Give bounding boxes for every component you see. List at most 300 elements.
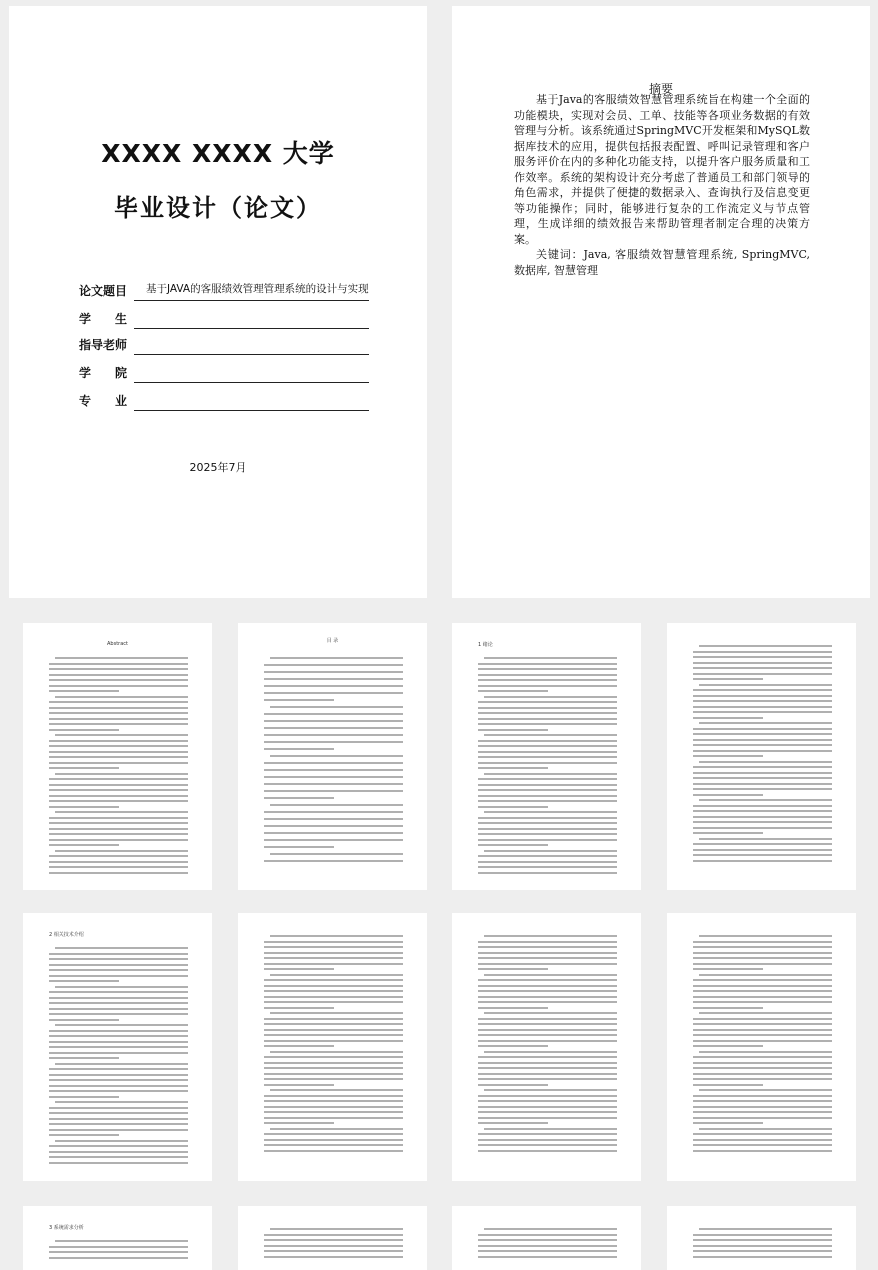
thumbnail-text-line (49, 751, 188, 753)
thumbnail-text-line (693, 1018, 832, 1020)
thumbnail-text-line (484, 696, 617, 698)
thumbnail-text-line (49, 1013, 188, 1015)
thumbnail-text-line (693, 946, 832, 948)
thumbnail-text-line (478, 1122, 548, 1124)
thumbnail-text-line (478, 952, 617, 954)
page-thumbnail (23, 913, 212, 1181)
thumbnail-text-line (478, 1034, 617, 1036)
thumbnail-text-line (478, 1144, 617, 1146)
thumbnail-text-line (49, 718, 188, 720)
thumbnail-text-line (270, 706, 403, 708)
thumbnail-text-line (49, 953, 188, 955)
thumbnail-text-line (699, 799, 832, 801)
thumbnail-text-line (49, 767, 119, 769)
thumbnail-text-line (484, 1228, 617, 1230)
abstract-body (514, 92, 810, 278)
thumbnail-text-line (693, 952, 832, 954)
thumbnail-text-line (270, 1128, 403, 1130)
field-college (79, 362, 369, 386)
thumbnail-text-line (693, 1095, 832, 1097)
thumbnail-text-line (49, 872, 188, 874)
thumbnail-text-line (478, 1106, 617, 1108)
thumbnail-text-line (693, 843, 832, 845)
thumbnail-text-line (693, 1144, 832, 1146)
thumbnail-text-line (693, 711, 832, 713)
thumbnail-text-line (55, 947, 188, 949)
thumbnail-text-line (699, 761, 832, 763)
thumbnail-text-line (264, 1078, 403, 1080)
thumbnail-text-line (49, 1129, 188, 1131)
thumbnail-text-line (478, 1001, 617, 1003)
thumbnail-text-line (264, 1034, 403, 1036)
thumbnail-text-line (49, 828, 188, 830)
field-value: 基于JAVA的客服绩效管理管理系统的设计与实现 (134, 280, 369, 301)
thumbnail-text-line (478, 718, 617, 720)
thumbnail-text-line (478, 872, 617, 874)
thumbnail-text-line (264, 1150, 403, 1152)
thumbnail-text-line (264, 985, 403, 987)
thumbnail-text-line (264, 811, 403, 813)
thumbnail-text-line (693, 816, 832, 818)
thumbnail-text-line (478, 789, 617, 791)
cover-date: 2025年7月 (189, 461, 247, 474)
thumbnail-text-line (484, 974, 617, 976)
thumbnail-text-line (264, 990, 403, 992)
thumbnail-text-line (49, 685, 188, 687)
thumbnail-text-line (693, 1040, 832, 1042)
thumbnail-text-line (478, 707, 617, 709)
thumbnail-text-line (693, 979, 832, 981)
thumbnail-text-line (478, 990, 617, 992)
thumbnail-text-line (693, 1133, 832, 1135)
page-thumbnail (238, 913, 427, 1181)
thumbnail-text-line (270, 1089, 403, 1091)
thumbnail-text-line (264, 1062, 403, 1064)
thumbnail-text-line (55, 1140, 188, 1142)
thumbnail-text-line (264, 957, 403, 959)
thumbnail-text-line (264, 1073, 403, 1075)
thumbnail-text-line (264, 699, 334, 701)
thumbnail-text-line (264, 1056, 403, 1058)
thumbnail-text-line (693, 1234, 832, 1236)
thumbnail-text-line (264, 1250, 403, 1252)
field-value (134, 390, 369, 411)
thumbnail-text-line (693, 717, 763, 719)
thumbnail-text-line (49, 861, 188, 863)
thumbnail-text-line (693, 821, 832, 823)
thumbnail-text-line (264, 692, 403, 694)
abstract-page (452, 6, 870, 598)
thumbnail-text-line (49, 1041, 188, 1043)
thumbnail-text-line (264, 790, 403, 792)
thumbnail-text-line (49, 663, 188, 665)
thumbnail-text-line (693, 662, 832, 664)
thumbnail-text-line (478, 1045, 548, 1047)
field-major (79, 390, 369, 414)
thumbnail-text-line (693, 667, 832, 669)
thumbnail-text-line (49, 707, 188, 709)
thumbnail-text-line (270, 755, 403, 757)
thumbnail-text-line (478, 941, 617, 943)
thumbnail-text-line (693, 728, 832, 730)
thumbnail-text-line (264, 846, 334, 848)
thumbnail-text-line (693, 678, 763, 680)
thumbnail-text-line (693, 673, 832, 675)
thumbnail-text-line (49, 756, 188, 758)
thumbnail-text-line (264, 748, 334, 750)
thumbnail-text-line (49, 1019, 119, 1021)
thumbnail-text-line (478, 740, 617, 742)
thumbnail-text-line (264, 769, 403, 771)
thumbnail-text-line (693, 849, 832, 851)
thumbnail-text-line (484, 734, 617, 736)
thumbnail-text-line (264, 979, 403, 981)
thumbnail-text-line (49, 729, 119, 731)
thumbnail-text-line (478, 668, 617, 670)
thumbnail-text-line (49, 844, 119, 846)
thumbnail-text-line (55, 1240, 188, 1242)
thumbnail-text-line (49, 1134, 119, 1136)
thumbnail-text-line (693, 766, 832, 768)
thumbnail-text-line (693, 750, 832, 752)
thumbnail-text-line (693, 1023, 832, 1025)
thumbnail-text-line (264, 1023, 403, 1025)
thumbnail-text-line (693, 941, 832, 943)
thumbnail-heading: 2 相关技术介绍 (49, 932, 84, 938)
thumbnail-text-line (264, 968, 334, 970)
thumbnail-text-line (693, 772, 832, 774)
thumbnail-text-line (49, 833, 188, 835)
thumbnail-text-line (264, 839, 403, 841)
thumbnail-text-line (693, 810, 832, 812)
thumbnail-text-line (693, 739, 832, 741)
thumbnail-text-line (484, 935, 617, 937)
thumbnail-text-line (693, 1029, 832, 1031)
thumbnail-text-line (49, 1035, 188, 1037)
thumbnail-text-line (484, 1051, 617, 1053)
thumbnail-text-line (484, 1012, 617, 1014)
thumbnail-text-line (49, 1057, 119, 1059)
thumbnail-text-line (478, 745, 617, 747)
thumbnail-text-line (478, 1117, 617, 1119)
thumbnail-text-line (264, 1139, 403, 1141)
thumbnail-text-line (699, 684, 832, 686)
thumbnail-text-line (49, 701, 188, 703)
thumbnail-text-line (699, 1089, 832, 1091)
thumbnail-text-line (478, 701, 617, 703)
thumbnail-text-line (693, 1078, 832, 1080)
field-label: 论文题目 (79, 284, 128, 298)
thumbnail-text-line (49, 712, 188, 714)
abstract-title: 摘要 (648, 82, 673, 96)
thumbnail-text-line (478, 806, 548, 808)
thumbnail-text-line (478, 1007, 548, 1009)
thumbnail-text-line (264, 825, 403, 827)
thumbnail-text-line (478, 979, 617, 981)
thumbnail-text-line (478, 1067, 617, 1069)
thumbnail-text-line (693, 1139, 832, 1141)
thumbnail-text-line (484, 1089, 617, 1091)
thumbnail-text-line (49, 958, 188, 960)
thumbnail-text-line (693, 1122, 763, 1124)
thumbnail-text-line (693, 963, 832, 965)
thumbnail-text-line (478, 1062, 617, 1064)
thumbnail-text-line (49, 1085, 188, 1087)
thumbnail-text-line (49, 778, 188, 780)
thumbnail-text-line (484, 850, 617, 852)
thumbnail-text-line (478, 1234, 617, 1236)
thumbnail-text-line (478, 839, 617, 841)
thumbnail-text-line (55, 811, 188, 813)
thumbnail-text-line (49, 1046, 188, 1048)
field-advisor (79, 334, 369, 358)
thumbnail-text-line (478, 996, 617, 998)
thumbnail-text-line (55, 1063, 188, 1065)
thumbnail-text-line (693, 1001, 832, 1003)
thumbnail-text-line (693, 783, 832, 785)
thumbnail-text-line (478, 1018, 617, 1020)
thumbnail-text-line (49, 784, 188, 786)
thumbnail-text-line (264, 1029, 403, 1031)
thumbnail-text-line (49, 1068, 188, 1070)
page-thumbnail (23, 1206, 212, 1270)
thumbnail-text-line (49, 980, 119, 982)
thumbnail-text-line (693, 854, 832, 856)
thumbnail-text-line (478, 723, 617, 725)
thumbnail-text-line (699, 974, 832, 976)
thumbnail-text-line (693, 990, 832, 992)
thumbnail-text-line (478, 828, 617, 830)
thumbnail-text-line (270, 1228, 403, 1230)
thumbnail-text-line (49, 690, 119, 692)
thumbnail-text-line (478, 957, 617, 959)
field-label: 学 生 (79, 312, 127, 326)
thumbnail-text-line (693, 1150, 832, 1152)
thumbnail-text-line (264, 996, 403, 998)
thumbnail-text-line (264, 678, 403, 680)
page-thumbnail (23, 623, 212, 890)
thumbnail-text-line (478, 866, 617, 868)
thumbnail-heading: 3 系统需求分析 (49, 1225, 84, 1231)
thumbnail-text-line (49, 1251, 188, 1253)
thumbnail-heading: Abstract (107, 641, 128, 647)
thumbnail-text-line (49, 964, 188, 966)
thumbnail-text-line (693, 1111, 832, 1113)
thumbnail-text-line (478, 1150, 617, 1152)
thumbnail-text-line (49, 1118, 188, 1120)
thumbnail-text-line (49, 855, 188, 857)
thumbnail-text-line (478, 1029, 617, 1031)
thumbnail-text-line (478, 756, 617, 758)
thumbnail-text-line (55, 850, 188, 852)
thumbnail-text-line (264, 727, 403, 729)
thumbnail-text-line (264, 1095, 403, 1097)
thumbnail-text-line (49, 723, 188, 725)
field-value (134, 308, 369, 329)
thumbnail-text-line (478, 822, 617, 824)
thumbnail-text-line (264, 664, 403, 666)
thumbnail-text-line (693, 1007, 763, 1009)
thumbnail-text-line (478, 1245, 617, 1247)
thumbnail-text-line (49, 806, 119, 808)
thumbnail-text-line (264, 720, 403, 722)
thumbnail-text-line (49, 839, 188, 841)
thumbnail-text-line (693, 788, 832, 790)
thumbnail-text-line (693, 689, 832, 691)
thumbnail-text-line (693, 695, 832, 697)
thumbnail-text-line (55, 657, 188, 659)
thumbnail-text-line (49, 1030, 188, 1032)
thumbnail-text-line (264, 1045, 334, 1047)
thumbnail-text-line (478, 674, 617, 676)
thumbnail-text-line (55, 1101, 188, 1103)
thumbnail-text-line (478, 712, 617, 714)
thumbnail-text-line (55, 773, 188, 775)
thumbnail-text-line (49, 991, 188, 993)
page-thumbnail (452, 1206, 641, 1270)
thumbnail-text-line (49, 674, 188, 676)
thumbnail-text-line (49, 795, 188, 797)
thumbnail-text-line (699, 838, 832, 840)
thumbnail-text-line (49, 1162, 188, 1164)
thumbnail-text-line (693, 968, 763, 970)
thumbnail-text-line (49, 1074, 188, 1076)
thumbnail-text-line (699, 722, 832, 724)
thumbnail-text-line (478, 1073, 617, 1075)
field-label: 专 业 (79, 394, 127, 408)
thumbnail-text-line (264, 818, 403, 820)
thumbnail-text-line (699, 1128, 832, 1130)
thumbnail-text-line (693, 1062, 832, 1064)
thumbnail-text-line (264, 734, 403, 736)
page-thumbnail (667, 623, 856, 890)
thumbnail-text-line (693, 777, 832, 779)
thumbnail-text-line (264, 1067, 403, 1069)
thumbnail-text-line (478, 1095, 617, 1097)
thumbnail-text-line (693, 651, 832, 653)
thumbnail-text-line (478, 1250, 617, 1252)
cover-page (9, 6, 427, 598)
thumbnail-text-line (264, 1122, 334, 1124)
thumbnail-text-line (478, 1078, 617, 1080)
thumbnail-text-line (49, 1008, 188, 1010)
thumbnail-text-line (693, 1256, 832, 1258)
thumbnail-text-line (49, 817, 188, 819)
thumbnail-text-line (693, 1067, 832, 1069)
thumbnail-text-line (49, 1123, 188, 1125)
thumbnail-text-line (49, 679, 188, 681)
thumbnail-text-line (693, 1106, 832, 1108)
thumbnail-text-line (264, 776, 403, 778)
thumbnail-text-line (49, 745, 188, 747)
thumbnail-text-line (270, 1051, 403, 1053)
thumbnail-text-line (49, 1145, 188, 1147)
thumbnail-text-line (693, 744, 832, 746)
thumbnail-text-line (478, 1100, 617, 1102)
university-name: XXXX XXXX 大学 (101, 139, 335, 168)
thumbnail-text-line (693, 957, 832, 959)
thumbnail-text-line (264, 1106, 403, 1108)
thumbnail-text-line (478, 1056, 617, 1058)
field-label: 学 院 (79, 366, 127, 380)
thumbnail-text-line (699, 1228, 832, 1230)
thumbnail-text-line (264, 941, 403, 943)
thumbnail-text-line (49, 1107, 188, 1109)
thumbnail-text-line (49, 789, 188, 791)
thumbnail-text-line (693, 1250, 832, 1252)
thumbnail-text-line (270, 657, 403, 659)
thumbnail-text-line (693, 1100, 832, 1102)
thumbnail-text-line (478, 817, 617, 819)
thesis-type: 毕业设计（论文） (114, 194, 322, 222)
thumbnail-text-line (478, 844, 548, 846)
thumbnail-text-line (693, 1239, 832, 1241)
thumbnail-text-line (699, 1051, 832, 1053)
field-value (134, 334, 369, 355)
thumbnail-text-line (478, 751, 617, 753)
page-thumbnail (667, 913, 856, 1181)
thumbnail-text-line (478, 784, 617, 786)
thumbnail-text-line (693, 832, 763, 834)
thumbnail-text-line (49, 1151, 188, 1153)
thumbnail-text-line (55, 1024, 188, 1026)
thumbnail-text-line (484, 773, 617, 775)
thumbnail-text-line (693, 985, 832, 987)
thumbnail-text-line (264, 1245, 403, 1247)
thumbnail-text-line (693, 656, 832, 658)
thumbnail-text-line (264, 1040, 403, 1042)
thumbnail-text-line (478, 1256, 617, 1258)
thumbnail-text-line (693, 1056, 832, 1058)
thumbnail-text-line (264, 860, 403, 862)
field-student (79, 308, 369, 332)
thumbnail-text-line (264, 1111, 403, 1113)
thumbnail-text-line (478, 1239, 617, 1241)
thumbnail-text-line (49, 975, 188, 977)
thumbnail-text-line (478, 663, 617, 665)
thumbnail-text-line (264, 1133, 403, 1135)
thumbnail-text-line (270, 804, 403, 806)
thumbnail-text-line (49, 1002, 188, 1004)
thumbnail-text-line (264, 685, 403, 687)
thumbnail-text-line (264, 797, 334, 799)
thumbnail-text-line (55, 696, 188, 698)
thumbnail-text-line (478, 690, 548, 692)
thumbnail-text-line (55, 986, 188, 988)
thumbnail-text-line (49, 762, 188, 764)
thumbnail-text-line (484, 1128, 617, 1130)
abstract-paragraph: 基于Java的客服绩效智慧管理系统旨在构建一个全面的功能模块，实现对会员、工单、技能等各项业务数据的有效管理与分析。该系统通过SpringMVC开发框架和MySQL数据库技术的应用，提供包括报表配置、呼叫记录管理和客户服务评价在内的多种化功能支持，以提升客户服务质量和工作效率。系统的架构设计充分考虑了普通员工和部门领导的角色需求，并提供了便捷的数据录入、查询执行及信息变更等功能操作；同时，能够进行复杂的工作流定义与节点管理，生成详细的绩效报告来帮助管理者制定合理的决策方案。 (514, 93, 810, 246)
thumbnail-text-line (478, 946, 617, 948)
thumbnail-text-line (264, 1234, 403, 1236)
thumbnail-text-line (478, 833, 617, 835)
page-thumbnail (667, 1206, 856, 1270)
abstract-keywords: 关键词：Java, 客服绩效智慧管理系统, SpringMVC, 数据库, 智慧管理 (514, 248, 810, 277)
thumbnail-text-line (693, 1045, 763, 1047)
thumbnail-text-line (478, 1133, 617, 1135)
thumbnail-text-line (484, 657, 617, 659)
thumbnail-text-line (264, 1018, 403, 1020)
thumbnail-text-line (478, 1023, 617, 1025)
thumbnail-text-line (264, 741, 403, 743)
thumbnail-text-line (49, 997, 188, 999)
page-thumbnail (238, 1206, 427, 1270)
thumbnail-text-line (49, 1257, 188, 1259)
thumbnail-text-line (693, 733, 832, 735)
thumbnail-text-line (264, 783, 403, 785)
thumbnail-text-line (49, 866, 188, 868)
thumbnail-text-line (49, 1246, 188, 1248)
